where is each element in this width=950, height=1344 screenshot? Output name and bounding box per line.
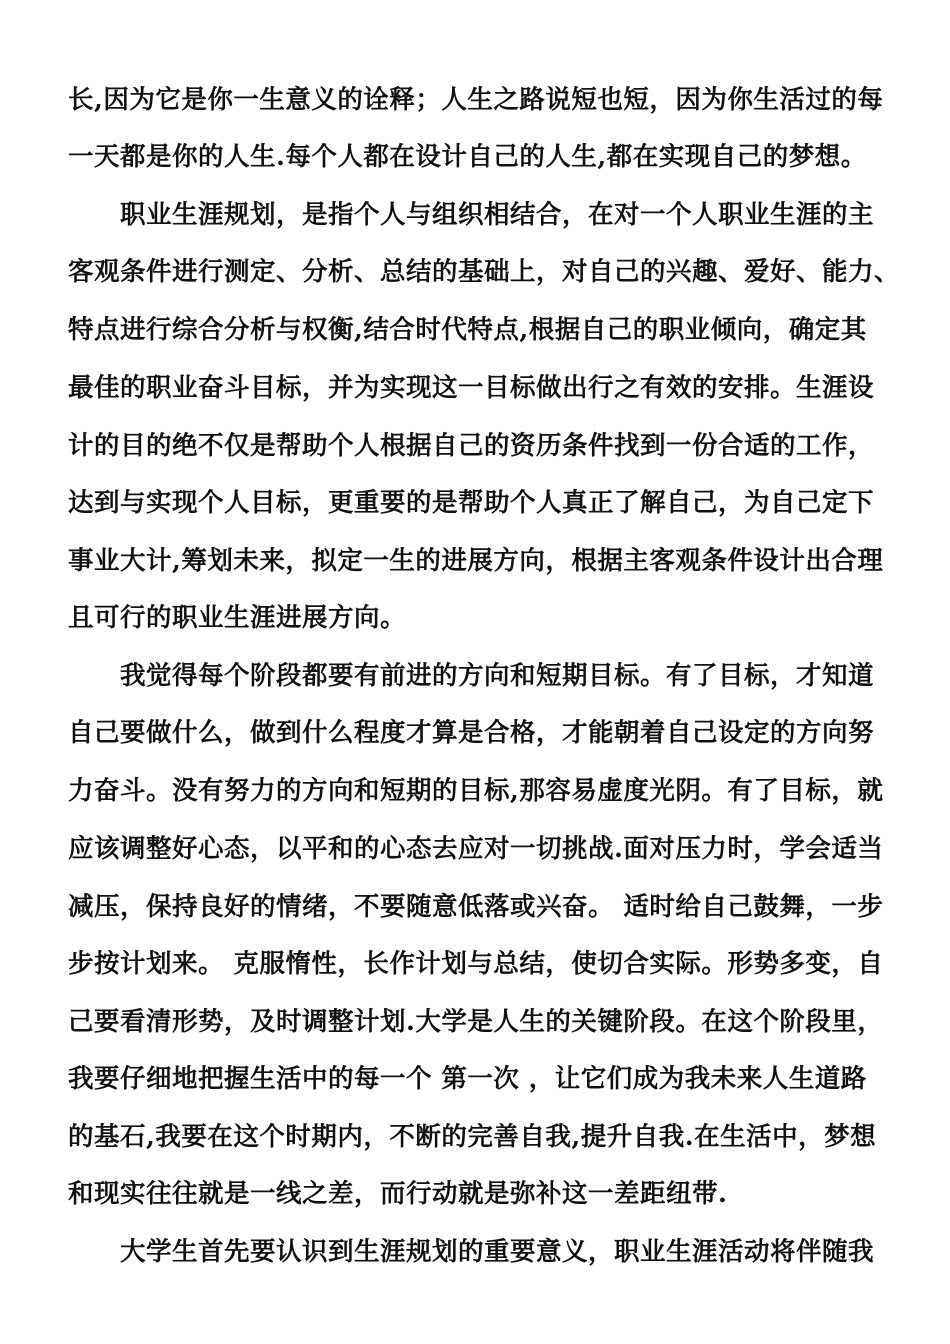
- text-line: 己要看清形势，及时调整计划.大学是人生的关键阶段。在这个阶段里，: [68, 1007, 884, 1037]
- text-line: 一天都是你的人生.每个人都在设计自己的人生,都在实现自己的梦想。: [68, 142, 867, 172]
- text-line: 且可行的职业生涯进展方向。: [68, 603, 407, 633]
- paragraph-start-line: 大学生首先要认识到生涯规划的重要意义，职业生涯活动将伴随我: [120, 1237, 875, 1267]
- paragraph-start-line: 我觉得每个阶段都要有前进的方向和短期目标。有了目标，才知道: [120, 661, 875, 691]
- text-line: 计的目的绝不仅是帮助个人根据自己的资历条件找到一份合适的工作，: [68, 431, 875, 461]
- text-line: 事业大计,筹划未来，拟定一生的进展方向，根据主客观条件设计出合理: [68, 546, 884, 576]
- text-line: 特点进行综合分析与权衡,结合时代特点,根据自己的职业倾向，确定其: [68, 315, 867, 345]
- text-line: 应该调整好心态，以平和的心态去应对一切挑战.面对压力时，学会适当: [68, 834, 884, 864]
- text-line: 的基石,我要在这个时期内，不断的完善自我,提升自我.在生活中，梦想: [68, 1122, 877, 1152]
- text-line: 和现实往往就是一线之差，而行动就是弥补这一差距纽带.: [68, 1179, 728, 1209]
- text-line: 达到与实现个人目标，更重要的是帮助个人真正了解自己，为自己定下: [68, 488, 875, 518]
- text-line: 力奋斗。没有努力的方向和短期的目标,那容易虚度光阴。有了目标，就: [68, 776, 884, 806]
- text-line: 自己要做什么，做到什么程度才算是合格，才能朝着自己设定的方向努: [68, 718, 875, 748]
- text-line: 最佳的职业奋斗目标，并为实现这一目标做出行之有效的安排。生涯设: [68, 373, 875, 403]
- text-line: 客观条件进行测定、分析、总结的基础上，对自己的兴趣、爱好、能力、: [68, 257, 901, 287]
- text-line: 我要仔细地把握生活中的每一个 第一次 ，让它们成为我未来人生道路: [68, 1064, 867, 1094]
- text-line: 长,因为它是你一生意义的诠释；人生之路说短也短，因为你生活过的每: [68, 85, 884, 115]
- text-line: 减压，保持良好的情绪，不要随意低落或兴奋。 适时给自己鼓舞，一步: [68, 892, 884, 922]
- paragraph-start-line: 职业生涯规划，是指个人与组织相结合，在对一个人职业生涯的主: [120, 200, 875, 230]
- text-line: 步按计划来。 克服惰性，长作计划与总结，使切合实际。形势多变，自: [68, 949, 884, 979]
